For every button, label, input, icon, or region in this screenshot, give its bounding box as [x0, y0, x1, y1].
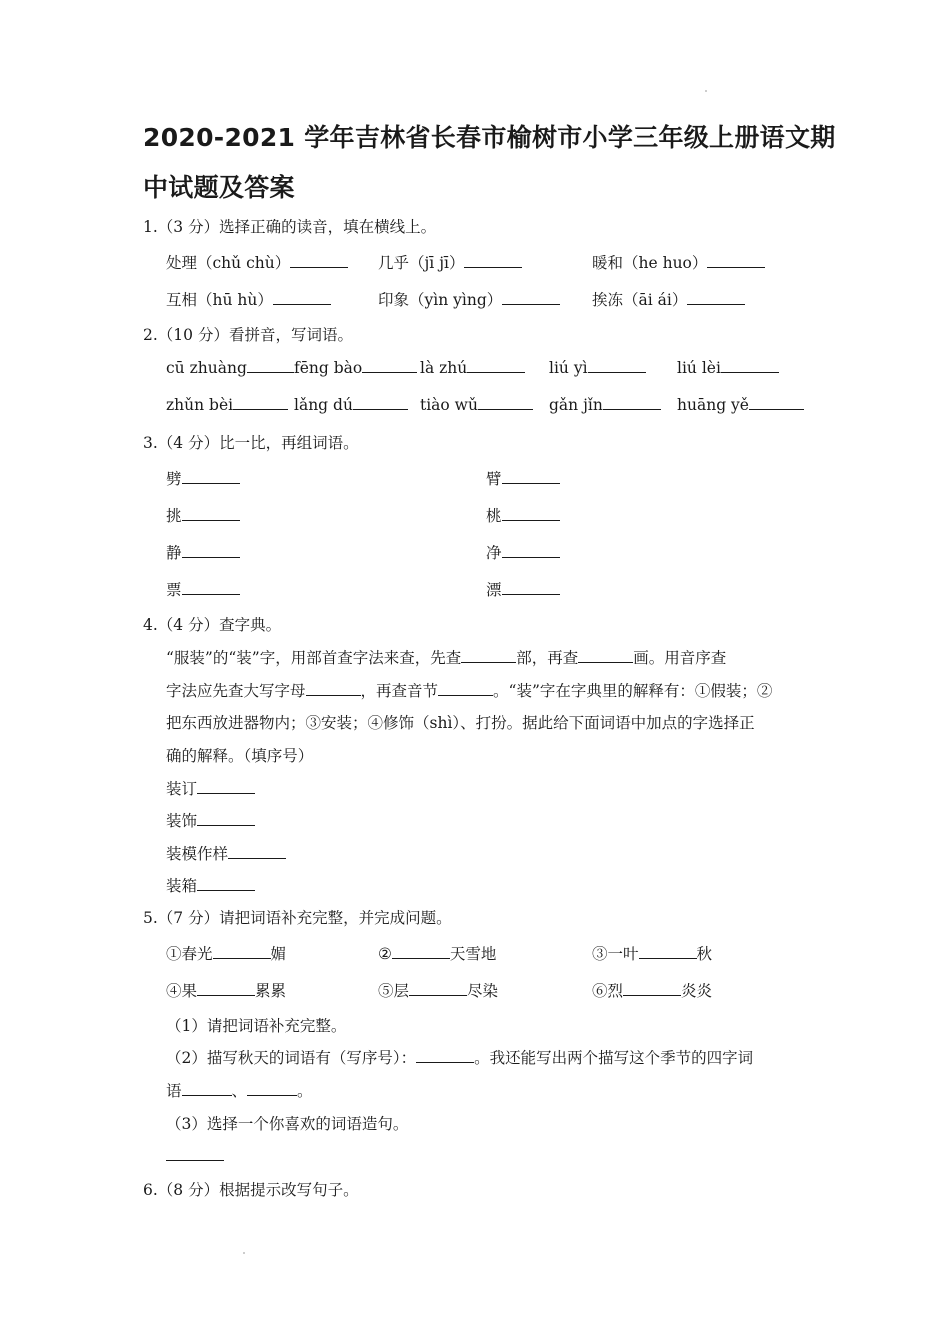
q2-item: liú yì — [549, 359, 646, 377]
answer-blank[interactable] — [623, 994, 681, 996]
q5-item: ③一叶 秋 — [592, 945, 713, 963]
q4-paragraph-line: “服装”的“装”字，用部首查字法来查，先查 部，再查 画。用音序查 — [166, 649, 727, 667]
answer-blank[interactable] — [461, 661, 516, 663]
answer-blank[interactable] — [502, 482, 560, 484]
q3-item: 桃 — [486, 504, 560, 526]
answer-blank[interactable] — [213, 957, 271, 959]
page-title-line-1: 2020-2021 学年吉林省长春市榆树市小学三年级上册语文期 — [143, 123, 836, 152]
question-2-stem: 2.（10 分）看拼音，写词语。 — [143, 326, 353, 344]
q1-item: 处理（chǔ chù） — [166, 251, 348, 273]
question-1-stem: 1.（3 分）选择正确的读音，填在横线上。 — [143, 218, 437, 236]
q5-subquestion-2-cont: 语 、 。 — [166, 1082, 313, 1100]
q5-item: ② 天雪地 — [378, 945, 497, 963]
answer-blank[interactable] — [502, 593, 560, 595]
q5-subquestion-1: （1）请把词语补充完整。 — [166, 1017, 347, 1035]
answer-blank[interactable] — [502, 303, 560, 305]
q3-item: 静 — [166, 541, 240, 563]
answer-blank[interactable] — [578, 661, 633, 663]
q1-item: 印象（yìn yìng） — [378, 288, 560, 310]
answer-blank[interactable] — [588, 371, 646, 373]
q2-item: liú lèi — [677, 359, 779, 377]
question-5-stem: 5.（7 分）请把词语补充完整，并完成问题。 — [143, 909, 452, 927]
answer-blank[interactable] — [233, 408, 288, 410]
answer-blank[interactable] — [290, 266, 348, 268]
answer-blank[interactable] — [182, 519, 240, 521]
answer-blank[interactable] — [353, 408, 408, 410]
answer-blank[interactable] — [502, 519, 560, 521]
page-title-line-2: 中试题及答案 — [143, 173, 295, 202]
q1-item: 互相（hū hù） — [166, 288, 331, 310]
q5-subquestion-2: （2）描写秋天的词语有（写序号）： 。我还能写出两个描写这个季节的四字词 — [166, 1049, 754, 1067]
answer-blank[interactable] — [182, 482, 240, 484]
answer-blank[interactable] — [247, 1094, 297, 1096]
answer-blank[interactable] — [182, 556, 240, 558]
q4-paragraph-line: 字法应先查大写字母 ，再查音节 。“装”字在字典里的解释有：①假装；② — [166, 682, 773, 700]
q4-word: 装箱 — [166, 874, 255, 896]
answer-blank[interactable] — [721, 371, 779, 373]
q2-item: zhǔn bèi — [166, 396, 288, 414]
q1-item: 几乎（jī jī） — [378, 251, 522, 273]
answer-blank[interactable] — [707, 266, 765, 268]
scan-speck — [243, 1252, 245, 1254]
question-4-stem: 4.（4 分）查字典。 — [143, 616, 282, 634]
answer-blank[interactable] — [464, 266, 522, 268]
q1-item: 挨冻（āi ái） — [592, 288, 745, 310]
q5-item: ①春光 媚 — [166, 945, 287, 963]
q2-item: tiào wǔ — [420, 396, 533, 414]
answer-blank[interactable] — [392, 957, 450, 959]
q5-item: ④果 累累 — [166, 982, 287, 1000]
q2-item: cū zhuàng — [166, 359, 294, 377]
q2-item: fēng bào — [294, 359, 417, 377]
q3-item: 臂 — [486, 467, 560, 489]
q3-item: 挑 — [166, 504, 240, 526]
q4-word: 装饰 — [166, 809, 255, 831]
question-6-stem: 6.（8 分）根据提示改写句子。 — [143, 1181, 359, 1199]
q5-subquestion-3: （3）选择一个你喜欢的词语造句。 — [166, 1115, 409, 1133]
answer-blank[interactable] — [197, 994, 255, 996]
q4-word: 装模作样 — [166, 842, 286, 864]
q2-item: gǎn jǐn — [549, 396, 661, 414]
answer-blank[interactable] — [306, 694, 361, 696]
answer-blank[interactable] — [467, 371, 525, 373]
sentence-answer-blank[interactable] — [166, 1160, 224, 1161]
q2-item: là zhú — [420, 359, 525, 377]
q5-item: ⑤层 尽染 — [378, 982, 499, 1000]
answer-blank[interactable] — [197, 792, 255, 794]
q2-item: huāng yě — [677, 396, 804, 414]
answer-blank[interactable] — [182, 1094, 232, 1096]
answer-blank[interactable] — [228, 857, 286, 859]
q4-word: 装订 — [166, 777, 255, 799]
q3-item: 票 — [166, 578, 240, 600]
q3-item: 劈 — [166, 467, 240, 489]
answer-blank[interactable] — [478, 408, 533, 410]
answer-blank[interactable] — [639, 957, 697, 959]
answer-blank[interactable] — [273, 303, 331, 305]
q5-item: ⑥烈 炎炎 — [592, 982, 713, 1000]
answer-blank[interactable] — [182, 593, 240, 595]
q4-paragraph-line: 确的解释。（填序号） — [166, 747, 314, 765]
answer-blank[interactable] — [502, 556, 560, 558]
answer-blank[interactable] — [362, 371, 417, 373]
answer-blank[interactable] — [247, 371, 294, 373]
answer-blank[interactable] — [749, 408, 804, 410]
q2-item: lǎng dú — [294, 396, 408, 414]
q3-item: 漂 — [486, 578, 560, 600]
q3-item: 净 — [486, 541, 560, 563]
q4-paragraph-line: 把东西放进器物内；③安装；④修饰（shì）、打扮。据此给下面词语中加点的字选择正 — [166, 714, 755, 732]
answer-blank[interactable] — [416, 1061, 474, 1063]
answer-blank[interactable] — [438, 694, 493, 696]
question-3-stem: 3.（4 分）比一比，再组词语。 — [143, 434, 359, 452]
answer-blank[interactable] — [603, 408, 661, 410]
answer-blank[interactable] — [409, 994, 467, 996]
answer-blank[interactable] — [687, 303, 745, 305]
answer-blank[interactable] — [197, 824, 255, 826]
answer-blank[interactable] — [197, 889, 255, 891]
q1-item: 暖和（he huo） — [592, 251, 765, 273]
scan-speck — [705, 90, 707, 92]
